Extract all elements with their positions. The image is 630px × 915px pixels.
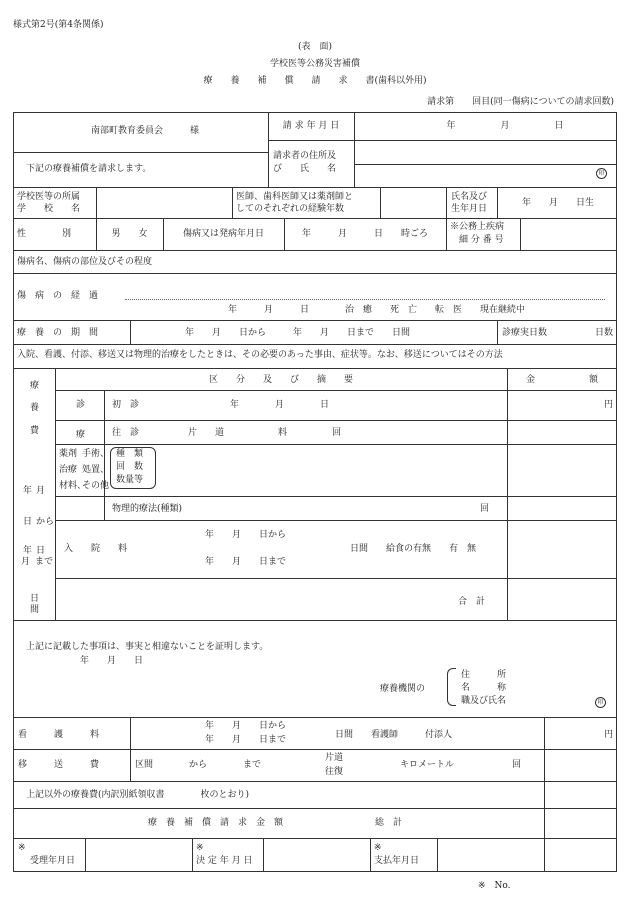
hospitalization-label: 入 院 料 bbox=[64, 544, 128, 554]
claim-total-label: 総 計 bbox=[375, 818, 403, 828]
first-visit-yen: 円 bbox=[603, 400, 613, 410]
certification-text: 上記に記載した事項は、事実と相違ないことを証明します。 bbox=[26, 642, 269, 652]
experience-field[interactable] bbox=[382, 189, 444, 217]
quantity-label: 数量等 bbox=[116, 475, 144, 485]
sex-label: 性 別 bbox=[17, 229, 72, 239]
fee-period-day-to: 日 bbox=[36, 546, 46, 556]
fee-column-item: 区 分 及 び 摘 要 bbox=[208, 375, 353, 385]
nursing-days[interactable]: 日間 看護師 付添人 bbox=[335, 730, 453, 740]
receipt-mark: ※ bbox=[18, 843, 26, 853]
inpatient-note: 入院、看護、付添、移送又は物理的治療をしたときは、その必要のあった事由、症状等。なお、移送についてはその方法 bbox=[17, 350, 503, 360]
nursing-to[interactable]: 年 月 日まで bbox=[205, 735, 287, 745]
form-subtitle: 学校医等公務災害補償 bbox=[269, 59, 360, 69]
form-side: (表 面) bbox=[297, 42, 333, 52]
injury-field[interactable] bbox=[180, 252, 610, 272]
physical-therapy-unit: 回 bbox=[480, 504, 490, 514]
fee-column-amount: 金 額 bbox=[525, 375, 598, 385]
transfer-label: 移 送 費 bbox=[18, 760, 100, 770]
onset-date-label: 傷病又は発病年月日 bbox=[182, 229, 264, 239]
institution-label: 療養機関の bbox=[380, 684, 426, 694]
institution-title-label: 職及び氏名 bbox=[461, 696, 507, 706]
form-title: 療 養 補 償 請 求 書(歯科以外用) bbox=[203, 76, 427, 86]
disease-number-label-1: ※公務上疾病 bbox=[450, 222, 505, 232]
claimant-label-1: 請求者の住所及 bbox=[273, 151, 337, 161]
first-visit-label: 初 診 bbox=[112, 400, 140, 410]
claim-count: 請求第 回目(同一傷病についての請求回数) bbox=[427, 97, 614, 107]
home-visit-value[interactable]: 片 道 料 回 bbox=[188, 428, 342, 438]
drug-label-4: 手術、 bbox=[82, 449, 110, 459]
birth-label-1: 氏名及び bbox=[451, 192, 488, 202]
decision-date-label: 決 定 年 月 日 bbox=[196, 856, 253, 866]
hospitalization-to[interactable]: 年 月 日まで bbox=[205, 557, 287, 567]
transfer-section[interactable]: 区間 から まで bbox=[135, 760, 262, 770]
onset-date-value[interactable]: 年 月 日 時ごろ bbox=[301, 229, 428, 239]
birth-date-value[interactable]: 年 月 日生 bbox=[521, 198, 594, 208]
claim-date-label: 請 求 年 月 日 bbox=[282, 121, 340, 131]
fee-period-month-to: から bbox=[36, 517, 55, 527]
sex-options[interactable]: 男 女 bbox=[111, 229, 148, 239]
disease-number-label-2: 細 分 番 号 bbox=[459, 235, 504, 245]
payment-mark: ※ bbox=[374, 843, 382, 853]
course-value[interactable]: 年 月 日 治 癒 死 亡 転 医 現在継続中 bbox=[228, 305, 526, 315]
treatment-days-unit: 日数 bbox=[594, 328, 613, 338]
transfer-one-way[interactable]: 片道 bbox=[325, 753, 344, 763]
fee-period-kan: 間 bbox=[30, 605, 40, 615]
nursing-yen: 円 bbox=[603, 730, 613, 740]
school-label-1: 学校医等の所属 bbox=[17, 192, 81, 202]
request-statement: 下記の療養補償を請求します。 bbox=[26, 164, 152, 174]
first-visit-date[interactable]: 年 月 日 bbox=[230, 400, 330, 410]
period-value[interactable]: 年 月 日から 年 月 日まで 日間 bbox=[185, 328, 411, 338]
birth-label-2: 生年月日 bbox=[451, 204, 488, 214]
course-label: 傷 病 の 経 過 bbox=[17, 291, 99, 301]
fee-side-3: 費 bbox=[30, 426, 40, 436]
shin-char: 診 bbox=[76, 400, 86, 410]
school-name-field[interactable] bbox=[98, 189, 230, 217]
seal-icon: 印 bbox=[596, 168, 607, 179]
school-label-2: 学 校 名 bbox=[17, 204, 81, 214]
transfer-km: キロメートル bbox=[400, 760, 455, 770]
drug-label-3: 材料、 bbox=[59, 481, 87, 491]
drug-label-1: 薬剤 bbox=[59, 449, 78, 459]
nursing-label: 看 護 料 bbox=[18, 730, 100, 740]
form-number-footer: ※ No. bbox=[478, 881, 511, 891]
certification-date[interactable]: 年 月 日 bbox=[80, 656, 144, 666]
injury-label: 傷病名、傷病の部位及びその程度 bbox=[17, 257, 153, 267]
institution-brace bbox=[447, 668, 456, 706]
claim-amount-label: 療 養 補 償 請 求 金 額 bbox=[148, 818, 284, 828]
fee-period-made: まで bbox=[35, 557, 54, 567]
transfer-round-trip[interactable]: 往復 bbox=[325, 767, 344, 777]
count-label: 回 数 bbox=[116, 462, 144, 472]
addressee: 南部町教育委員会 様 bbox=[90, 126, 199, 136]
home-visit-label: 往 診 bbox=[112, 428, 140, 438]
institution-name-label: 名 称 bbox=[461, 683, 507, 693]
institution-address-label: 住 所 bbox=[461, 670, 507, 680]
fee-total-label: 合 計 bbox=[458, 597, 486, 607]
disease-number-field[interactable] bbox=[522, 220, 615, 248]
nursing-from[interactable]: 年 月 日から bbox=[205, 721, 287, 731]
seal-icon: 印 bbox=[595, 697, 606, 708]
transfer-times: 回 bbox=[512, 760, 522, 770]
fee-side-2: 養 bbox=[30, 403, 40, 413]
receipt-date-label: 受理年月日 bbox=[30, 856, 76, 866]
fee-period-days: 日 bbox=[30, 594, 40, 604]
fee-period-year-from: 年 bbox=[23, 486, 33, 496]
kind-label: 種 類 bbox=[116, 449, 144, 459]
treatment-days-label: 診療実日数 bbox=[502, 328, 548, 338]
fee-period-month-from: 日 bbox=[23, 517, 33, 527]
fee-period-kara: 月 bbox=[21, 557, 31, 567]
form-number: 様式第2号(第4条関係) bbox=[13, 20, 104, 30]
drug-label-2: 治療 bbox=[59, 465, 78, 475]
payment-date-label: 支払年月日 bbox=[374, 856, 420, 866]
hospitalization-days[interactable]: 日間 給食の有無 有 無 bbox=[350, 544, 477, 554]
decision-mark: ※ bbox=[196, 843, 204, 853]
period-label: 療 養 の 期 間 bbox=[17, 328, 99, 338]
drug-label-5: 処置、 bbox=[82, 465, 110, 475]
claim-date-value[interactable]: 年 月 日 bbox=[446, 121, 564, 131]
drug-label-6: その他 bbox=[82, 481, 110, 491]
experience-label-1: 医師、歯科医師又は薬剤師と bbox=[236, 192, 354, 202]
claimant-address-field[interactable] bbox=[356, 141, 614, 163]
other-expenses: 上記以外の療養費(内訳別紙領収書 枚のとおり) bbox=[26, 790, 250, 800]
fee-side-1: 療 bbox=[30, 381, 40, 391]
ryo-char: 療 bbox=[76, 430, 86, 440]
fee-period-year-to: 月 bbox=[36, 486, 46, 496]
experience-label-2: してのそれぞれの経験年数 bbox=[236, 204, 345, 214]
hospitalization-from[interactable]: 年 月 日から bbox=[205, 530, 287, 540]
claimant-name-field[interactable] bbox=[356, 165, 586, 186]
claimant-label-2: び 氏 名 bbox=[273, 164, 337, 174]
physical-therapy-label: 物理的療法(種類) bbox=[112, 504, 183, 514]
fee-period-day-from: 年 bbox=[23, 546, 33, 556]
